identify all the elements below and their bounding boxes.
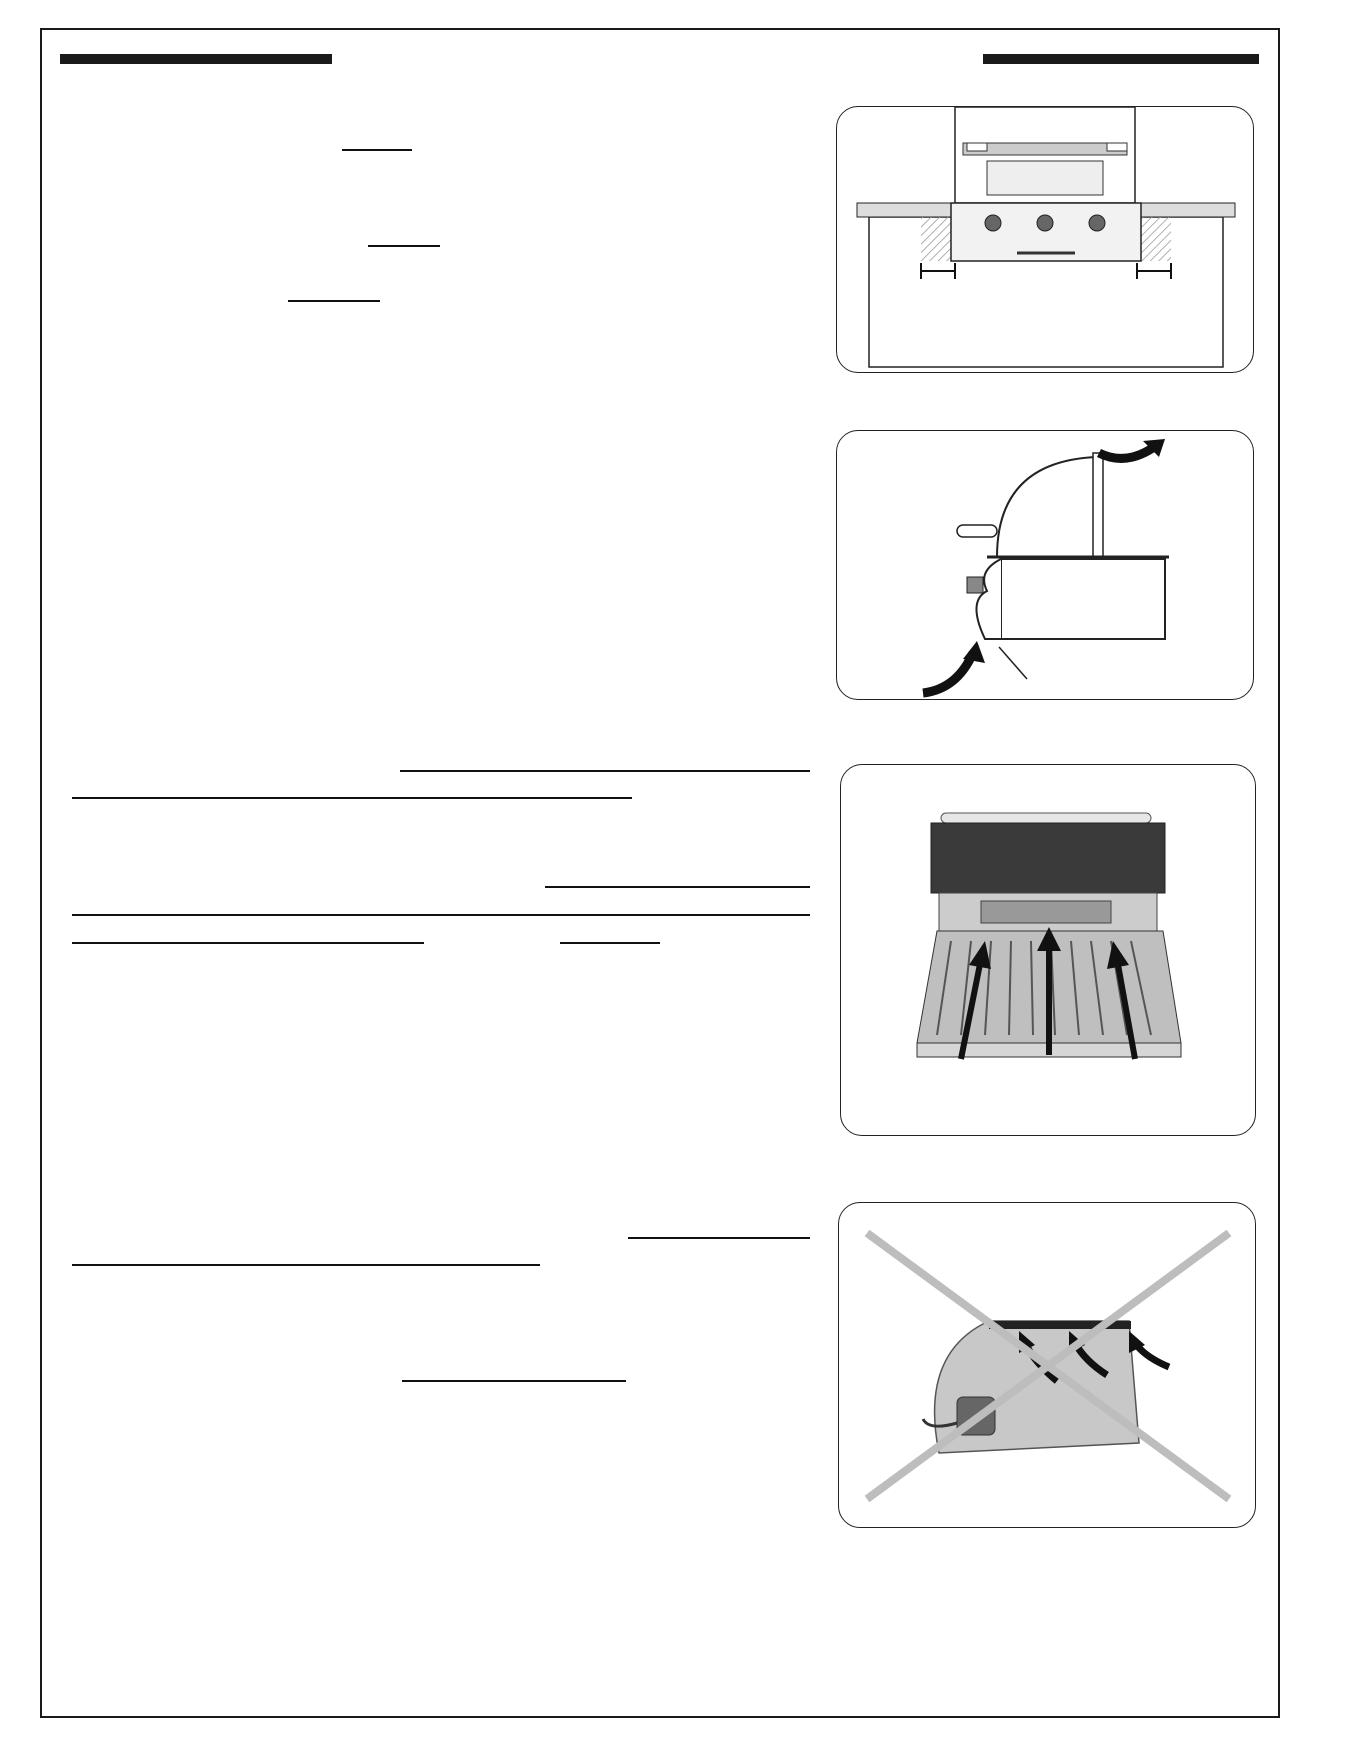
text-underline bbox=[72, 914, 810, 916]
text-underline bbox=[628, 1237, 810, 1239]
text-underline bbox=[545, 886, 810, 888]
text-underline bbox=[342, 149, 412, 151]
text-underline bbox=[72, 942, 424, 944]
grill-countertop-clearance-icon bbox=[837, 107, 1254, 373]
figure-panel-countertop bbox=[836, 106, 1254, 373]
text-underline bbox=[72, 1264, 540, 1266]
rotisserie-crossed-out-icon bbox=[839, 1203, 1256, 1528]
text-underline bbox=[288, 300, 380, 302]
text-underline bbox=[560, 942, 660, 944]
text-underline bbox=[72, 797, 632, 799]
text-underline bbox=[402, 1380, 626, 1382]
figure-panel-open-airflow bbox=[840, 764, 1256, 1136]
figure-panel-lid-airflow bbox=[836, 430, 1254, 700]
header-bar-left bbox=[60, 54, 332, 64]
grill-side-airflow-icon bbox=[837, 431, 1254, 700]
text-underline bbox=[400, 770, 810, 772]
figure-panel-incorrect bbox=[838, 1202, 1256, 1528]
text-underline bbox=[368, 245, 440, 247]
header-bar-right bbox=[983, 54, 1259, 64]
grill-open-airflow-icon bbox=[841, 765, 1256, 1136]
